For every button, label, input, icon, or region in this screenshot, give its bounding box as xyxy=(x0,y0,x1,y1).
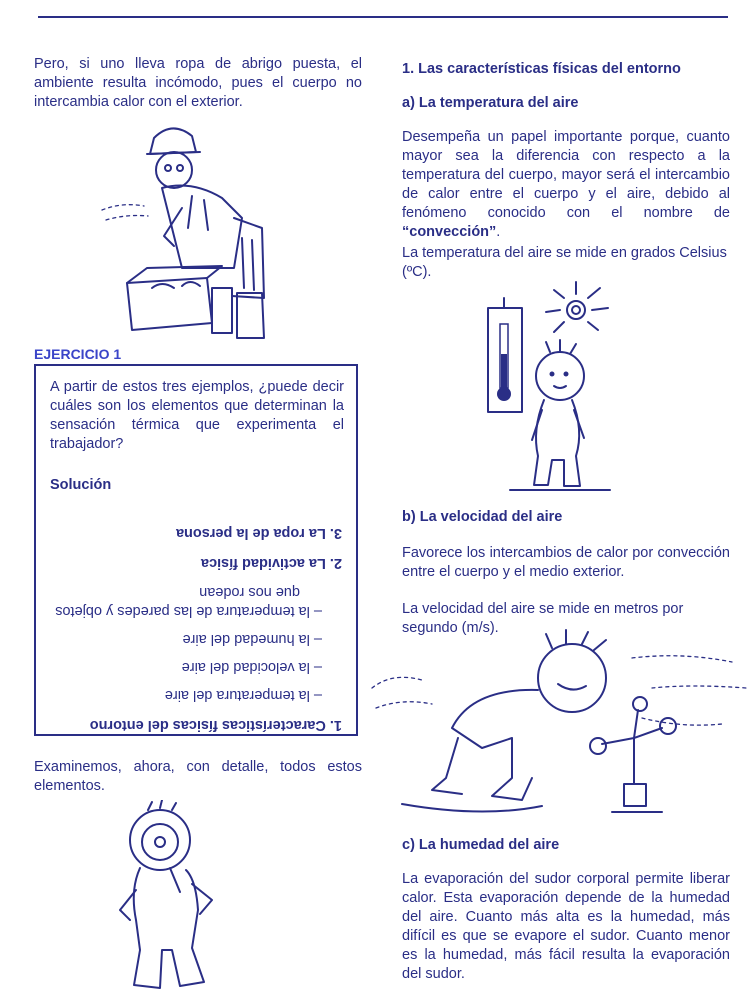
magnifier-kid-illustration xyxy=(100,800,240,995)
exercise-heading: EJERCICIO 1 xyxy=(34,346,122,362)
solution-sub-3: – la humedad del aire xyxy=(182,631,322,647)
convection-term: “convección” xyxy=(402,224,497,240)
velocity-heading: b) La velocidad del aire xyxy=(402,509,563,525)
solution-sub-4b: que nos rodean xyxy=(199,584,300,600)
temperature-units: La temperatura del aire se mide en grados Celsius (ºC). xyxy=(402,245,727,280)
temperature-body: Desempeña un papel importante porque, cuanto mayor sea la diferencia con respecto a la temperatura del cuerpo, mayor será el intercambio de calor entre el cuerpo y el aire, debido al fenómeno conocido con el nombre de xyxy=(402,129,730,221)
upside-down-solution xyxy=(36,496,356,734)
humidity-paragraph: La evaporación del sudor corporal permite liberar calor. Esta evaporación depende de la humedad del aire. Cuanto más alta es la humedad, más difícil es que se evapore el sudor. Cuanto menor es la humedad, más fácil resulta la evaporación del sudor. xyxy=(402,871,730,982)
temperature-body-end: . xyxy=(496,224,501,240)
exercise-box xyxy=(34,364,358,736)
solution-item-1: 1. Características físicas del entorno xyxy=(89,717,342,733)
thermometer-sun-illustration xyxy=(480,280,640,500)
solution-item-3: 3. La ropa de la persona xyxy=(176,525,342,541)
intro-paragraph: Pero, si uno lleva ropa de abrigo puesta, el ambiente resulta incómodo, pues el cuerpo no intercambia calor con el exterior. xyxy=(34,56,362,110)
section-title: 1. Las características físicas del entorno xyxy=(402,61,681,77)
solution-sub-4a: – la temperatura de las paredes y objetos xyxy=(55,603,322,619)
solution-item-2: 2. La actividad física xyxy=(200,555,342,571)
velocity-paragraph: Favorece los intercambios de calor por convección entre el cuerpo y el medio exterior. xyxy=(402,545,730,580)
temperature-paragraph xyxy=(402,128,730,242)
humidity-heading: c) La humedad del aire xyxy=(402,837,560,853)
top-rule xyxy=(38,16,728,18)
solution-sub-1: – la temperatura del aire xyxy=(164,687,322,703)
solution-sub-2: – la velocidad del aire xyxy=(181,659,322,675)
anemometer-wind-illustration xyxy=(362,628,750,828)
worker-cold-illustration xyxy=(92,118,312,348)
exercise-question: A partir de estos tres ejemplos, ¿puede decir cuáles son los elementos que determinan la sensación térmica que experimenta el trabajador? xyxy=(50,379,344,452)
temperature-heading: a) La temperatura del aire xyxy=(402,95,579,111)
velocity-units: La velocidad del aire se mide en metros por segundo (m/s). xyxy=(402,601,684,636)
solution-label: Solución xyxy=(50,477,112,493)
outro-paragraph: Examinemos, ahora, con detalle, todos estos elementos. xyxy=(34,759,362,794)
